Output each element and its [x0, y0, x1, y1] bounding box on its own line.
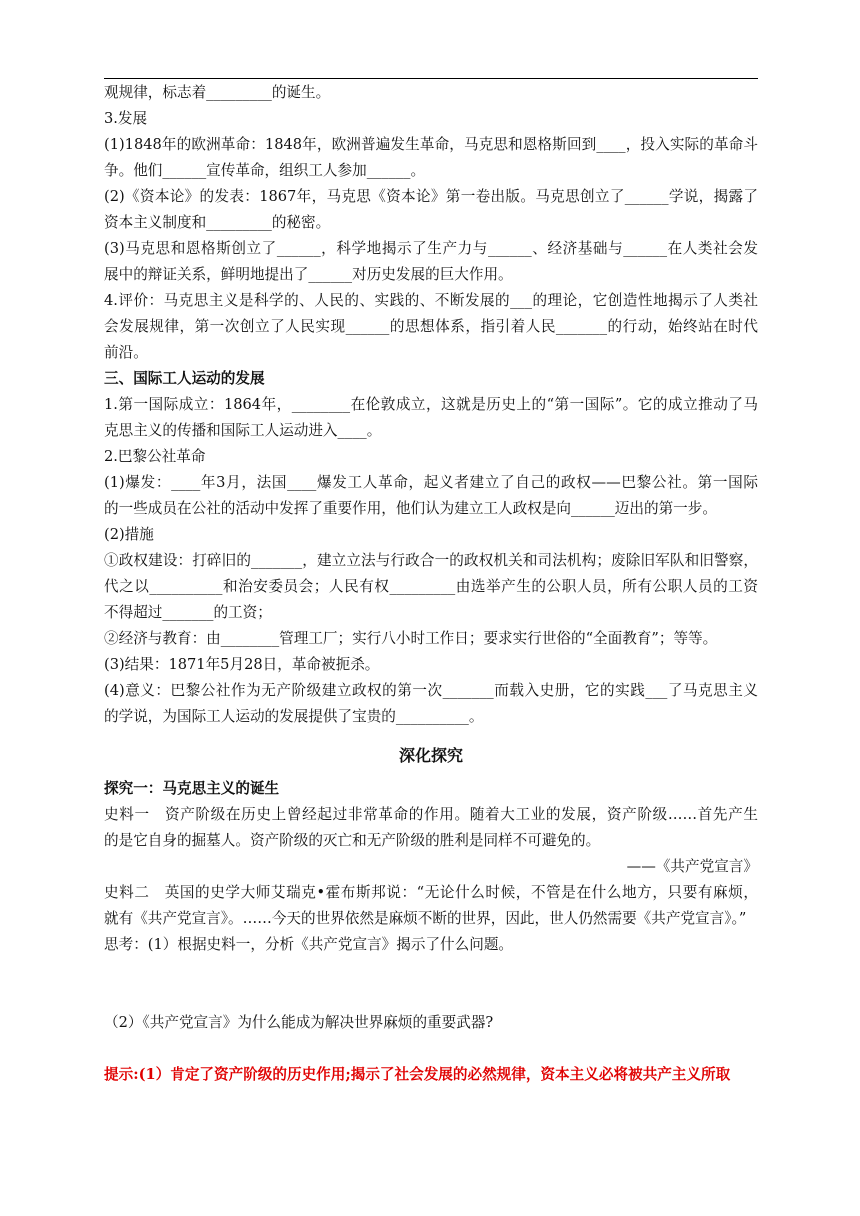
deep-explore-title: 深化探究 — [398, 746, 463, 765]
answer-space — [104, 984, 758, 1010]
header-rule — [104, 78, 758, 79]
source-material-1 — [104, 802, 758, 880]
source-material-2 — [104, 880, 758, 932]
subheading-measures: (2)措施 — [104, 526, 154, 543]
text-line: 4.评价：马克思主义是科学的、人民的、实践的、不断发展的___的理论，它创造性地揭示了人类社 — [104, 292, 758, 309]
answer-space — [104, 1036, 758, 1062]
text-line: 不得超过_______的工资； — [104, 604, 272, 621]
text-line: (2)《资本论》的发表：1867年，马克思《资本论》第一卷出版。马克思创立了______学说，揭露了 — [104, 188, 758, 205]
text-line: 的一些成员在公社的活动中发挥了重要作用，他们认为建立工人政权是向______迈出的第一步。 — [104, 500, 717, 517]
source-line: 史料二 英国的史学大师艾瑞克•霍布斯邦说：“无论什么时候，不管是在什么地方，只要有麻烦， — [104, 884, 758, 901]
answer-space — [104, 958, 758, 984]
text-line: ①政权建设：打碎旧的_______，建立立法与行政合一的政权机关和司法机构；废除旧军队和旧警察， — [104, 552, 758, 569]
source-line: 就有《共产党宣言》。……今天的世界依然是麻烦不断的世界，因此，世人仍然需要《共产党宣言》。” — [104, 910, 747, 927]
hint-text: 提示:(1）肯定了资产阶级的历史作用;揭示了社会发展的必然规律，资本主义必将被共产主义所取 — [104, 1066, 731, 1083]
source-line: 史料一 资产阶级在历史上曾经起过非常革命的作用。随着大工业的发展，资产阶级……首先产生 — [104, 806, 758, 823]
text-line: (3)马克思和恩格斯创立了______，科学地揭示了生产力与______、经济基础与______在人类社会发 — [104, 240, 758, 257]
text-line: 前沿。 — [104, 344, 148, 361]
text-line: 观规律，标志着_________的诞生。 — [104, 84, 331, 101]
page-content — [104, 80, 758, 1088]
text-line: (4)意义：巴黎公社作为无产阶级建立政权的第一次_______而载入史册，它的实践___了马克思主义 — [104, 682, 758, 699]
text-line: 会发展规律，第一次创立了人民实现______的思想体系，指引着人民_______的行动，始终站在时代 — [104, 318, 758, 335]
text-line: 克思主义的传播和国际工人运动进入____。 — [104, 422, 382, 439]
question-1: 思考：(1）根据史料一，分析《共产党宣言》揭示了什么问题。 — [104, 936, 514, 953]
subheading-development: 3.发展 — [104, 110, 148, 127]
text-line: ②经济与教育：由________管理工厂；实行八小时工作日；要求实行世俗的“全面教育”；等等。 — [104, 630, 718, 647]
source-line: 的是它自身的掘墓人。资产阶级的灭亡和无产阶级的胜利是同样不可避免的。 — [104, 832, 601, 849]
source-citation: ——《共产党宣言》 — [626, 858, 758, 875]
text-line: 1.第一国际成立：1864年，________在伦敦成立，这就是历史上的“第一国际”。它的成立推动了马 — [104, 396, 758, 413]
text-line: 代之以__________和治安委员会；人民有权_________由选举产生的公职人员，所有公职人员的工资 — [104, 578, 758, 595]
text-line: (1)1848年的欧洲革命：1848年，欧洲普遍发生革命，马克思和恩格斯回到____，投入实际的革命斗 — [104, 136, 758, 153]
section-heading-3: 三、国际工人运动的发展 — [104, 370, 265, 387]
text-line: (1)爆发：____年3月，法国____爆发工人革命，起义者建立了自己的政权——巴黎公社。第一国际 — [104, 474, 758, 491]
text-line: 争。他们______宣传革命，组织工人参加______。 — [104, 162, 426, 179]
explore-1-title: 探究一：马克思主义的诞生 — [104, 780, 280, 797]
subheading-paris-commune: 2.巴黎公社革命 — [104, 448, 206, 465]
text-line: 的学说，为国际工人运动的发展提供了宝贵的__________。 — [104, 708, 484, 725]
text-line: 展中的辩证关系，鲜明地提出了______对历史发展的巨大作用。 — [104, 266, 513, 283]
text-line: 资本主义制度和_________的秘密。 — [104, 214, 331, 231]
question-2: （2）《共产党宣言》为什么能成为解决世界麻烦的重要武器? — [104, 1014, 494, 1031]
text-line: (3)结果：1871年5月28日，革命被扼杀。 — [104, 656, 380, 673]
